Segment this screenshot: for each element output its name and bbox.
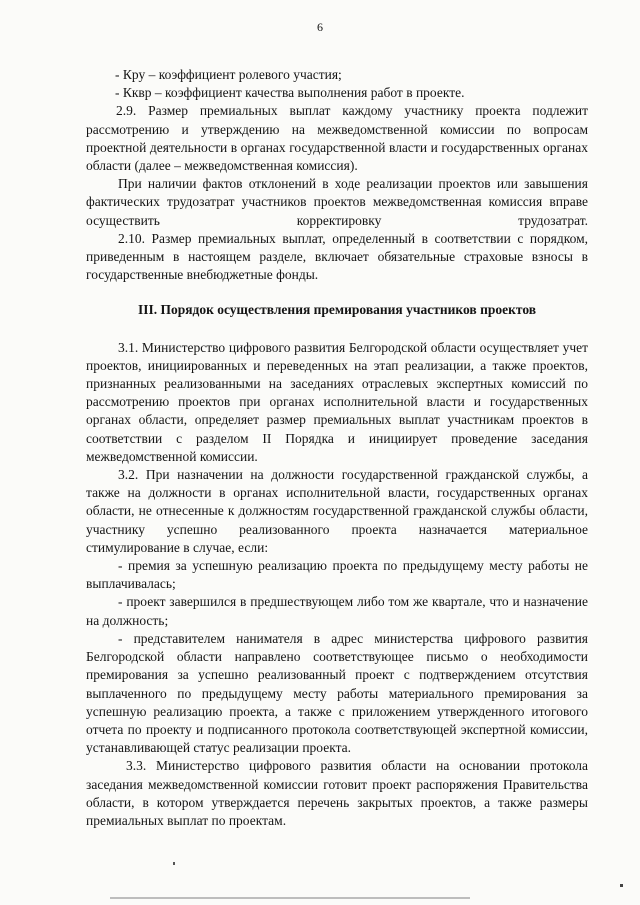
- condition-item-3: - представителем нанимателя в адрес министерства цифрового развития Белгородской области направлено соответствующее письмо о необходимости премирования за успешно реализованный проект с подтверждением отсутствия выплаченного по предыдущему месту работы материального премирования за успешную реализацию проекта, а также с приложением утвержденного итогового отчета по проекту и подписанного протокола соответствующей экспертной комиссии, устанавливающей статус реализации проекта.: [86, 630, 588, 756]
- paragraph-3-1: 3.1. Министерство цифрового развития Белгородской области осуществляет учет проектов, инициированных и переведенных на этап реализации, а также проектов, признанных реализованными на заседаниях отраслевых экспертных комиссий по рассмотрению проектов при органах исполнительной власти и государственных органах области, определяет размер премиальных выплат участникам проектов в соответствии с разделом II Порядка и инициирует проведение заседания межведомственной комиссии.: [86, 339, 588, 464]
- scan-bottom-edge: [110, 897, 470, 899]
- paragraph-3-2: 3.2. При назначении на должности государственной гражданской службы, а также на должности в органах исполнительной власти, государственных органах области, не отнесенные к должностям государственной гражданской службы области, участнику успешно реализованного проекта назначается материальное стимулирование в случае, если:: [86, 467, 588, 555]
- scan-speck: [173, 862, 175, 865]
- paragraph-3-3: 3.3. Министерство цифрового развития области на основании протокола заседания межведомственной комиссии готовит проект распоряжения Правительства области, в котором утверждается перечень закрытых проектов, а также размеры премиальных выплат по проектам.: [86, 758, 588, 828]
- paragraph-2-9-deviations: При наличии фактов отклонений в ходе реализации проектов или завышения фактических трудозатрат участников проектов межведомственная комиссия вправе осуществить корректировку трудозатрат.: [86, 176, 588, 228]
- paragraph-2-10: 2.10. Размер премиальных выплат, определенный в соответствии с порядком, приведенным в настоящем разделе, включает обязательные страховые взносы в государственные внебюджетные фонды.: [86, 230, 588, 283]
- condition-item-2: - проект завершился в предшествующем либо том же квартале, что и назначение на должность;: [86, 594, 588, 628]
- section-title: III. Порядок осуществления премирования участников проектов: [137, 302, 537, 318]
- paragraph-2-9: 2.9. Размер премиальных выплат каждому участнику проекта подлежит рассмотрению и утверждению на межведомственной комиссии по вопросам проектной деятельности в органах государственной власти и государственных органах области (далее – межведомственная комиссия).: [86, 103, 588, 174]
- page-number: 6: [317, 20, 323, 34]
- coefficient-quality-item: - Кквр – коэффициент качества выполнения работ в проекте.: [115, 85, 465, 101]
- coefficient-role-item: - Кру – коэффициент ролевого участия;: [115, 67, 342, 82]
- scan-speck: [620, 884, 623, 887]
- condition-item-1: - премия за успешную реализацию проекта по предыдущему месту работы не выплачивалась;: [86, 558, 588, 592]
